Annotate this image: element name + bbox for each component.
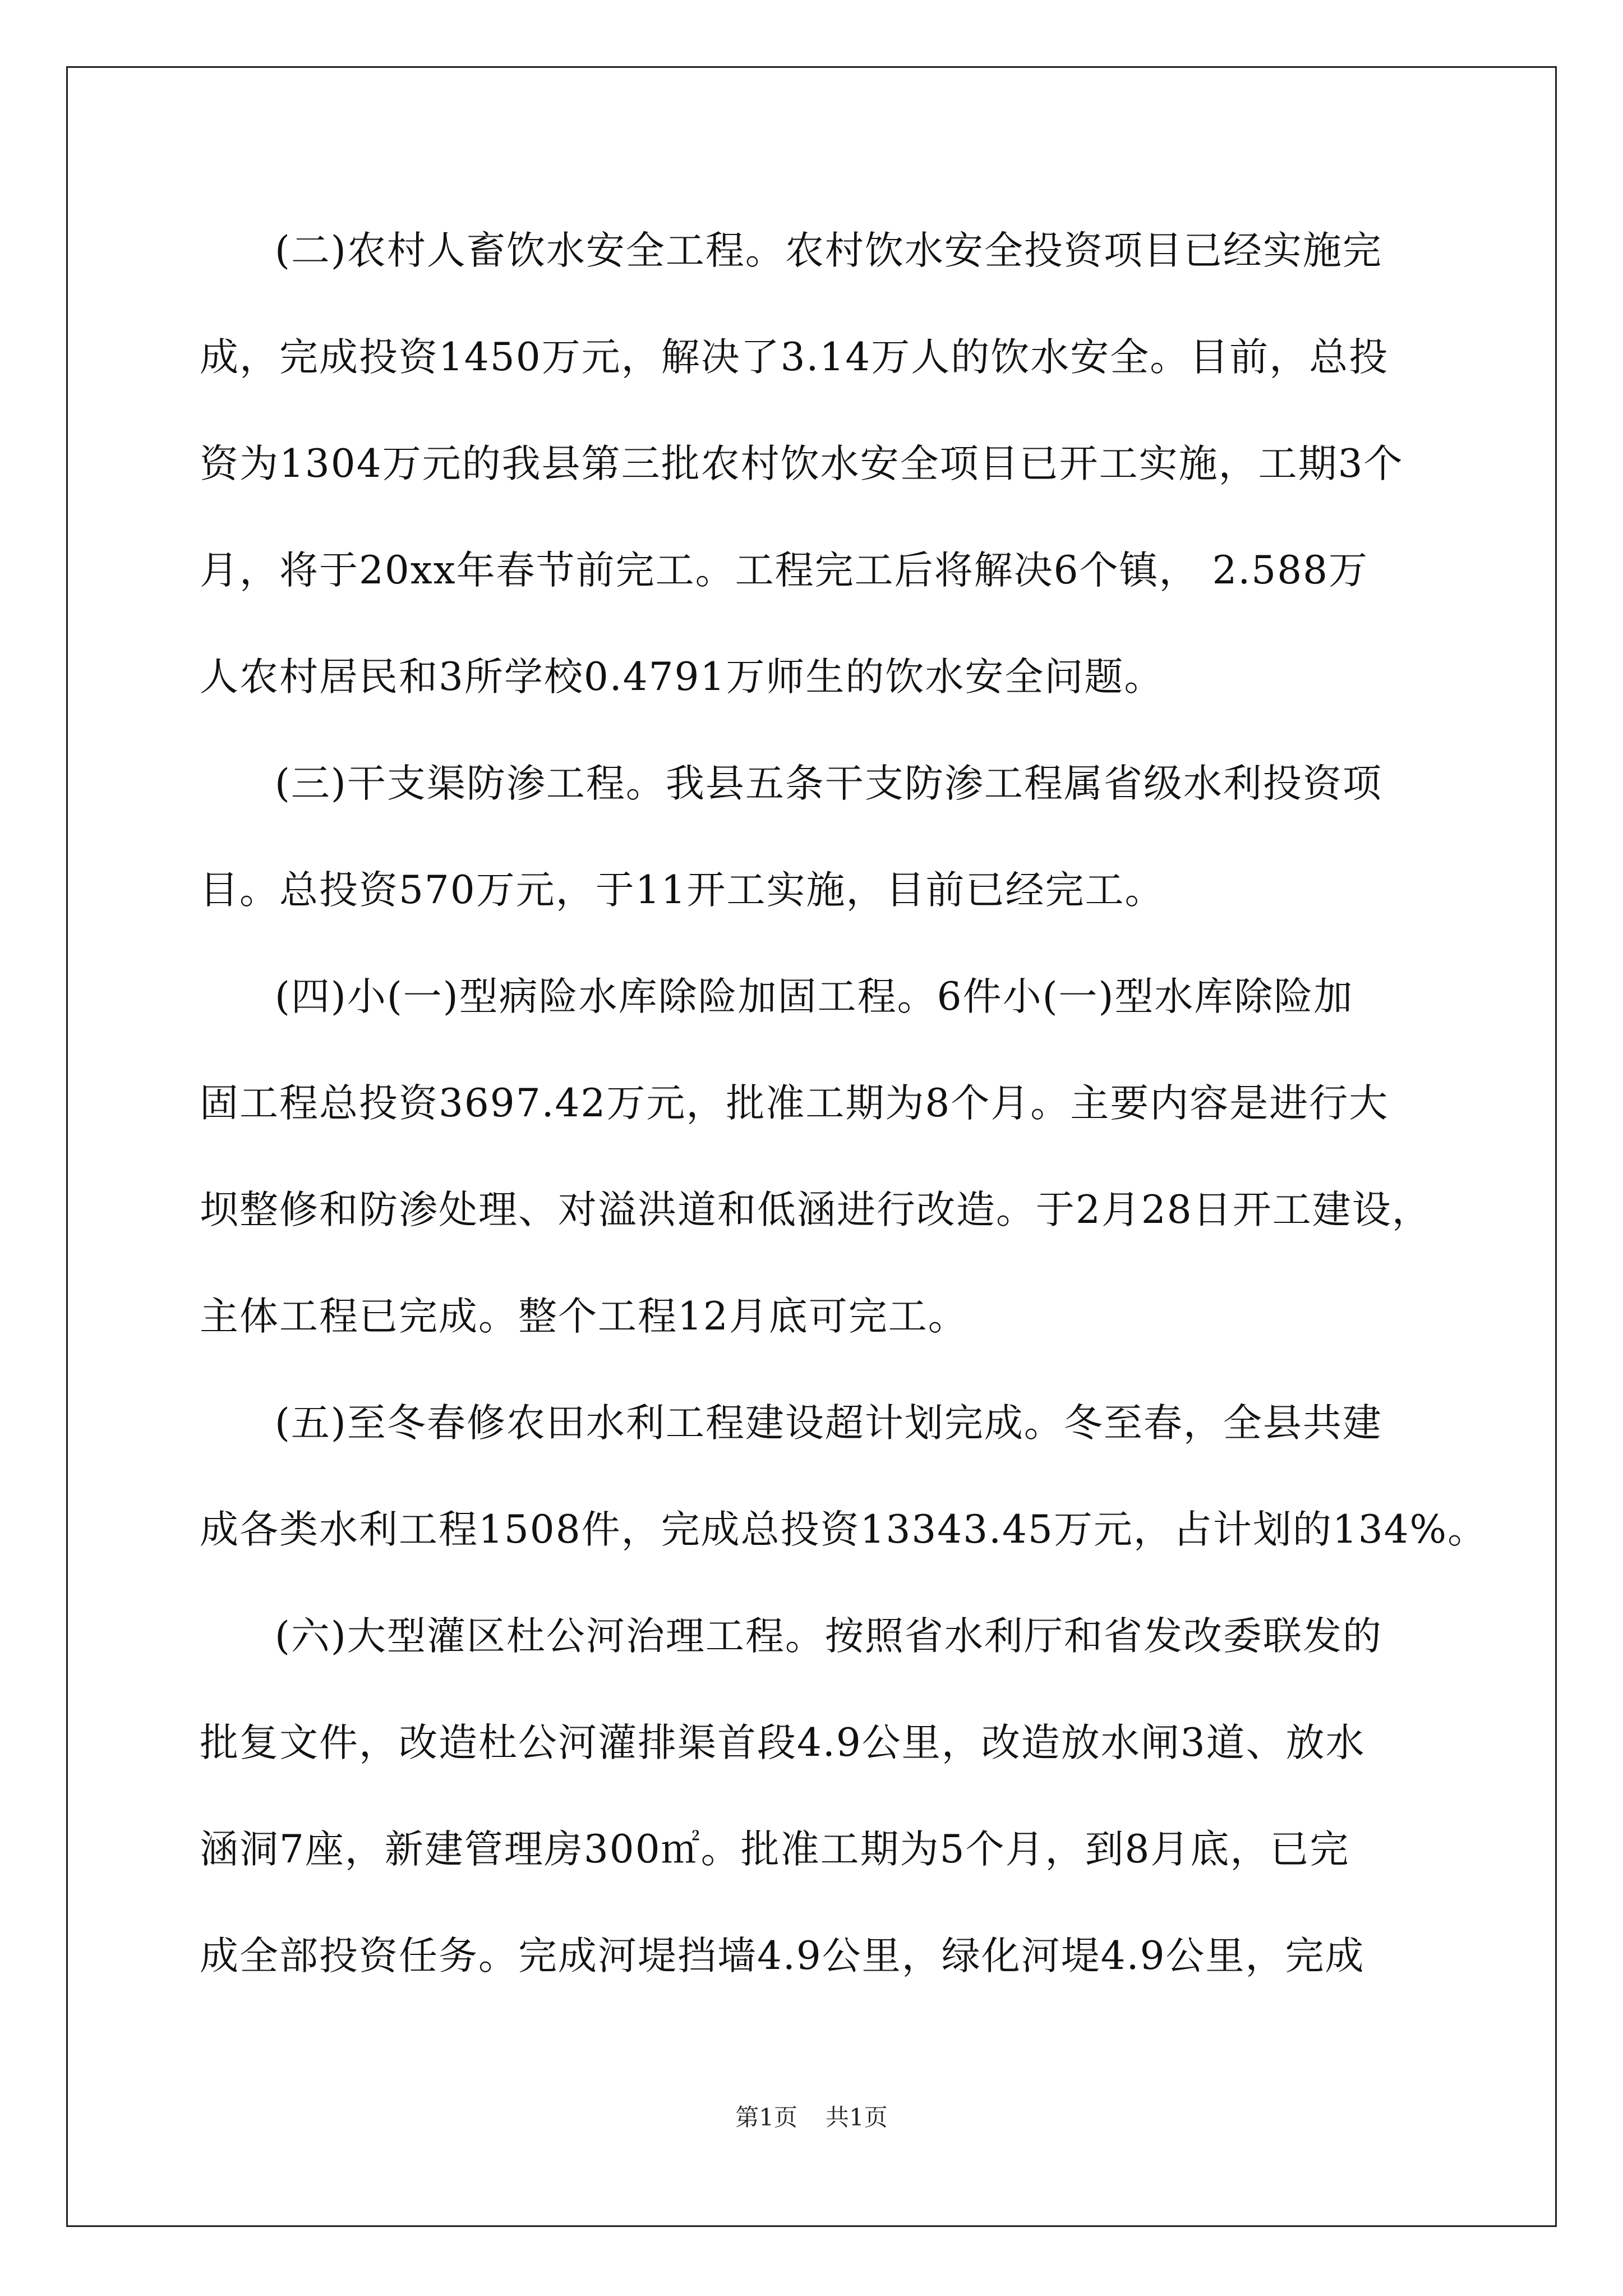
paragraph-first-line: (六)大型灌区杜公河治理工程。按照省水利厅和省发改委联发的	[275, 1614, 1382, 1659]
paragraph-line: 成各类水利工程1508件，完成总投资13343.45万元，占计划的134%。	[200, 1507, 1488, 1552]
paragraph-line: 成全部投资任务。完成河堤挡墙4.9公里，绿化河堤4.9公里，完成	[200, 1934, 1365, 1978]
paragraph-line: 固工程总投资3697.42万元，批准工期为8个月。主要内容是进行大	[200, 1081, 1389, 1126]
paragraph-line: 资为1304万元的我县第三批农村饮水安全项目已开工实施，工期3个	[200, 441, 1404, 486]
paragraph-first-line: (二)农村人畜饮水安全工程。农村饮水安全投资项目已经实施完	[275, 228, 1382, 273]
paragraph-line: 主体工程已完成。整个工程12月底可完工。	[200, 1294, 968, 1339]
paragraph-first-line: (五)至冬春修农田水利工程建设超计划完成。冬至春，全县共建	[275, 1401, 1382, 1446]
paragraph-line: 成，完成投资1450万元，解决了3.14万人的饮水安全。目前，总投	[200, 335, 1389, 380]
paragraph-line: 涵洞7座，新建管理房300㎡。批准工期为5个月，到8月底，已完	[200, 1827, 1350, 1872]
page-number: 第1页	[735, 2104, 797, 2131]
paragraph-line: 月，将于20xx年春节前完工。工程完工后将解决6个镇， 2.588万	[200, 548, 1368, 593]
paragraph-line: 人农村居民和3所学校0.4791万师生的饮水安全问题。	[200, 655, 1164, 700]
paragraph-line: 目。总投资570万元，于11开工实施，目前已经完工。	[200, 868, 1165, 913]
paragraph-line: 批复文件，改造杜公河灌排渠首段4.9公里，改造放水闸3道、放水	[200, 1720, 1366, 1765]
paragraph-line: 坝整修和防渗处理、对溢洪道和低涵进行改造。于2月28日开工建设，	[200, 1188, 1432, 1232]
page-footer	[0, 2099, 1623, 2133]
page-total: 共1页	[826, 2104, 888, 2131]
paragraph-first-line: (四)小(一)型病险水库除险加固工程。6件小(一)型水库除险加	[275, 974, 1354, 1019]
paragraph-first-line: (三)干支渠防渗工程。我县五条干支防渗工程属省级水利投资项	[275, 761, 1382, 806]
document-body	[200, 197, 1488, 2009]
